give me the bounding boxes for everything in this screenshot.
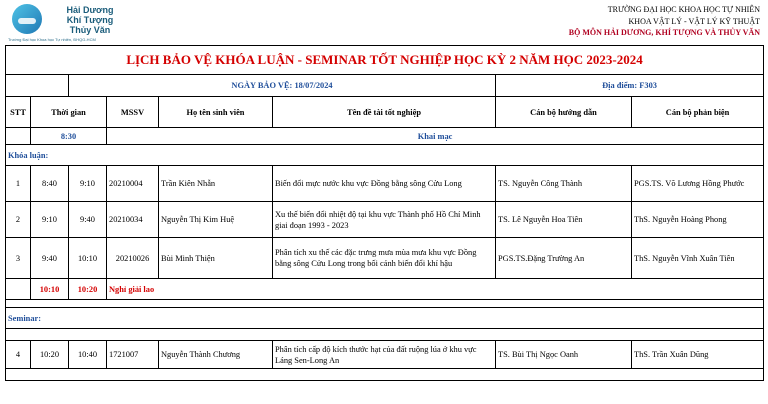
section-seminar xyxy=(6,308,764,329)
col-reviewer: Cán bộ phản biện xyxy=(632,97,764,128)
blank-row xyxy=(6,369,764,381)
table-header xyxy=(6,97,764,128)
blank-row xyxy=(6,300,764,308)
table-row: 3 9:40 10:10 20210026 Bùi Minh Thiện Phân tích xu thế các đặc trưng mưa mùa mưa khu vực Đồng bằng sông Cửu Long trong bối cảnh biến đổi khí hậu PGS.TS.Đặng Trường An ThS. Nguyễn Vĩnh Xuân Tiên xyxy=(6,238,764,279)
spacer-cell xyxy=(6,75,69,97)
col-mssv: MSSV xyxy=(107,97,159,128)
logo-text: Hải Dương Khí Tượng Thủy Văn xyxy=(66,5,114,35)
opening-label: Khai mạc xyxy=(107,128,764,145)
university-name: TRƯỜNG ĐẠI HỌC KHOA HỌC TỰ NHIÊN xyxy=(607,5,760,14)
table-row: 1 8:40 9:10 20210004 Trần Kiên Nhẫn Biến đổi mực nước khu vực Đồng bằng sông Cửu Long TS. Nguyễn Công Thành PGS.TS. Võ Lương Hồng Phước xyxy=(6,166,764,202)
department-logo xyxy=(6,2,126,44)
opening-row xyxy=(6,128,764,145)
table-row: 4 10:20 10:40 1721007 Nguyễn Thành Chương Phân tích cấp độ kích thước hạt của đất ruộng lúa ở khu vực Láng Sen-Long An TS. Bùi Thị Ngọc Oanh ThS. Trần Xuân Dũng xyxy=(6,341,764,369)
department-name: BỘ MÔN HẢI DƯƠNG, KHÍ TƯỢNG VÀ THỦY VĂN xyxy=(568,28,760,37)
break-label: Nghỉ giải lao xyxy=(107,279,764,300)
table-row: 2 9:10 9:40 20210034 Nguyễn Thị Kim Huệ Xu thế biến đổi nhiệt độ tại khu vực Thành phố Hồ Chí Minh giai đoạn 1993 - 2023 TS. Lê Nguyễn Hoa Tiên ThS. Nguyễn Hoàng Phong xyxy=(6,202,764,238)
wave-logo-icon xyxy=(12,4,42,34)
break-row xyxy=(6,279,764,300)
faculty-name: KHOA VẬT LÝ - VẬT LÝ KỸ THUẬT xyxy=(628,16,760,26)
blank-row xyxy=(6,329,764,341)
institution-block xyxy=(569,4,760,39)
section-thesis xyxy=(6,145,764,166)
schedule-title: LỊCH BẢO VỆ KHÓA LUẬN - SEMINAR TỐT NGHIỆP HỌC KỲ 2 NĂM HỌC 2023-2024 xyxy=(6,46,764,75)
location: Địa điểm: F303 xyxy=(496,75,764,97)
col-time: Thời gian xyxy=(31,97,107,128)
logo-tagline: Trường Đại học Khoa học Tự nhiên, ĐHQG-HCM xyxy=(8,37,96,42)
header xyxy=(0,0,768,44)
col-name: Họ tên sinh viên xyxy=(159,97,273,128)
schedule-table xyxy=(5,45,764,381)
opening-time: 8:30 xyxy=(31,128,107,145)
section-thesis-label: Khóa luận: xyxy=(6,145,764,166)
break-end: 10:20 xyxy=(69,279,107,300)
section-seminar-label: Seminar: xyxy=(6,308,764,329)
break-start: 10:10 xyxy=(31,279,69,300)
col-stt: STT xyxy=(6,97,31,128)
col-topic: Tên đề tài tốt nghiệp xyxy=(273,97,496,128)
defense-date: NGÀY BẢO VỆ: 18/07/2024 xyxy=(69,75,496,97)
col-advisor: Cán bộ hướng dẫn xyxy=(496,97,632,128)
